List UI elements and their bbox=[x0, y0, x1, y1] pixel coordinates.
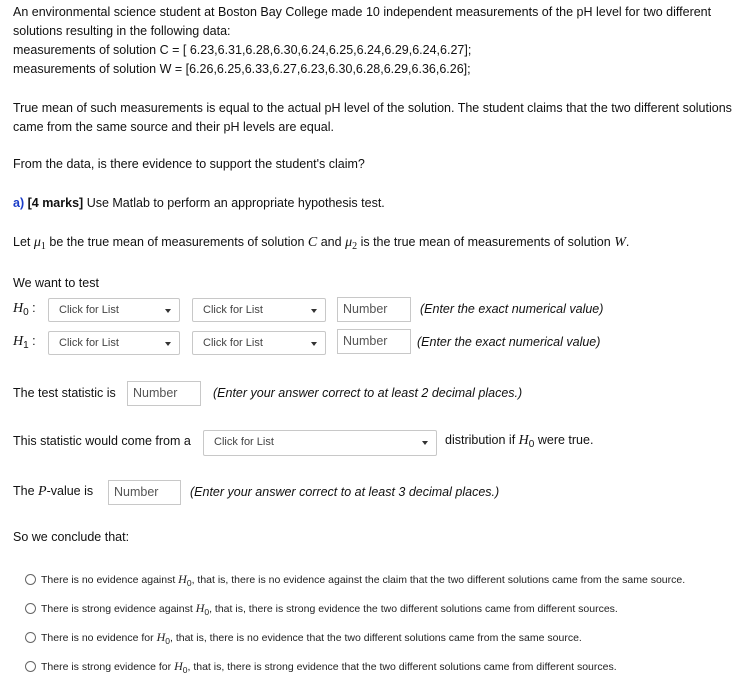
pvalue-label: The P-value is bbox=[13, 484, 94, 499]
question-text: From the data, is there evidence to support the student's claim? bbox=[13, 157, 365, 171]
part-a-text: Use Matlab to perform an appropriate hypothesis test. bbox=[86, 196, 385, 210]
h1-label: $H_1$ : bbox=[13, 334, 36, 351]
chevron-down-icon bbox=[165, 342, 171, 346]
option-4-radio[interactable] bbox=[25, 661, 36, 672]
claim-line-2: came from the same source and their pH levels are equal. bbox=[13, 120, 334, 134]
h1-left-dropdown[interactable]: Click for List bbox=[48, 331, 180, 355]
mu1-symbol: $\mu_1$ bbox=[33, 235, 46, 252]
part-a-heading bbox=[13, 196, 385, 210]
h0-hint: (Enter the exact numerical value) bbox=[420, 302, 604, 316]
option-2-radio[interactable] bbox=[25, 603, 36, 614]
intro-text bbox=[13, 3, 743, 79]
option-3-text: There is no evidence for $H_0$, that is, there is no evidence that the two different solutions came from the same source. bbox=[41, 630, 582, 646]
chevron-down-icon bbox=[422, 441, 428, 445]
solution-c-data: measurements of solution C = [ 6.23,6.31,6.28,6.30,6.24,6.25,6.24,6.29,6.24,6.27]; bbox=[13, 43, 472, 57]
chevron-down-icon bbox=[165, 309, 171, 313]
option-4-text: There is strong evidence for $H_0$, that is, there is strong evidence that the two different solutions came from different sources. bbox=[41, 659, 617, 675]
pvalue-input[interactable]: Number bbox=[108, 480, 181, 505]
part-a-marks: [4 marks] bbox=[27, 196, 84, 210]
distribution-dropdown[interactable]: Click for List bbox=[203, 430, 437, 456]
solution-w-data: measurements of solution W = [6.26,6.25,6.33,6.27,6.23,6.30,6.28,6.29,6.36,6.26]; bbox=[13, 62, 471, 76]
h1-operator-dropdown[interactable]: Click for List bbox=[192, 331, 326, 355]
chevron-down-icon bbox=[311, 309, 317, 313]
h0-operator-dropdown[interactable]: Click for List bbox=[192, 298, 326, 322]
claim-text bbox=[13, 99, 743, 137]
h0-value-input[interactable]: Number bbox=[337, 297, 411, 322]
distribution-tail: distribution if $H_0$ were true. bbox=[445, 433, 594, 450]
intro-line-1: An environmental science student at Boston Bay College made 10 independent measurements of the pH level for two different bbox=[13, 5, 712, 19]
option-3-radio[interactable] bbox=[25, 632, 36, 643]
h1-hint: (Enter the exact numerical value) bbox=[417, 335, 601, 349]
h0-label: $H_0$ : bbox=[13, 301, 36, 318]
test-stat-hint: (Enter your answer correct to at least 2 decimal places.) bbox=[213, 386, 523, 400]
option-1-radio[interactable] bbox=[25, 574, 36, 585]
part-a-label: a) bbox=[13, 196, 25, 210]
option-2-text: There is strong evidence against $H_0$, that is, there is strong evidence the two different solutions came from different sources. bbox=[41, 601, 618, 617]
option-1-text: There is no evidence against $H_0$, that is, there is no evidence against the claim that the two different solutions came from the same source. bbox=[41, 572, 686, 588]
claim-line-1: True mean of such measurements is equal to the actual pH level of the solution. The student claims that the two different solutions bbox=[13, 101, 732, 115]
h1-value-input[interactable]: Number bbox=[337, 329, 411, 354]
h0-left-dropdown[interactable]: Click for List bbox=[48, 298, 180, 322]
conclude-label: So we conclude that: bbox=[13, 530, 130, 544]
chevron-down-icon bbox=[311, 342, 317, 346]
intro-line-2: solutions resulting in the following data: bbox=[13, 24, 231, 38]
test-stat-label: The test statistic is bbox=[13, 386, 116, 400]
mu2-symbol: $\mu_2$ bbox=[345, 235, 358, 252]
mean-definition: Let $\mu_1$ be the true mean of measurements of solution C and $\mu_2$ is the true mean of measurements of solution W. bbox=[13, 235, 630, 252]
we-want-label: We want to test bbox=[13, 276, 99, 290]
distribution-label: This statistic would come from a bbox=[13, 434, 191, 448]
pvalue-hint: (Enter your answer correct to at least 3 decimal places.) bbox=[190, 485, 500, 499]
test-stat-input[interactable]: Number bbox=[127, 381, 201, 406]
